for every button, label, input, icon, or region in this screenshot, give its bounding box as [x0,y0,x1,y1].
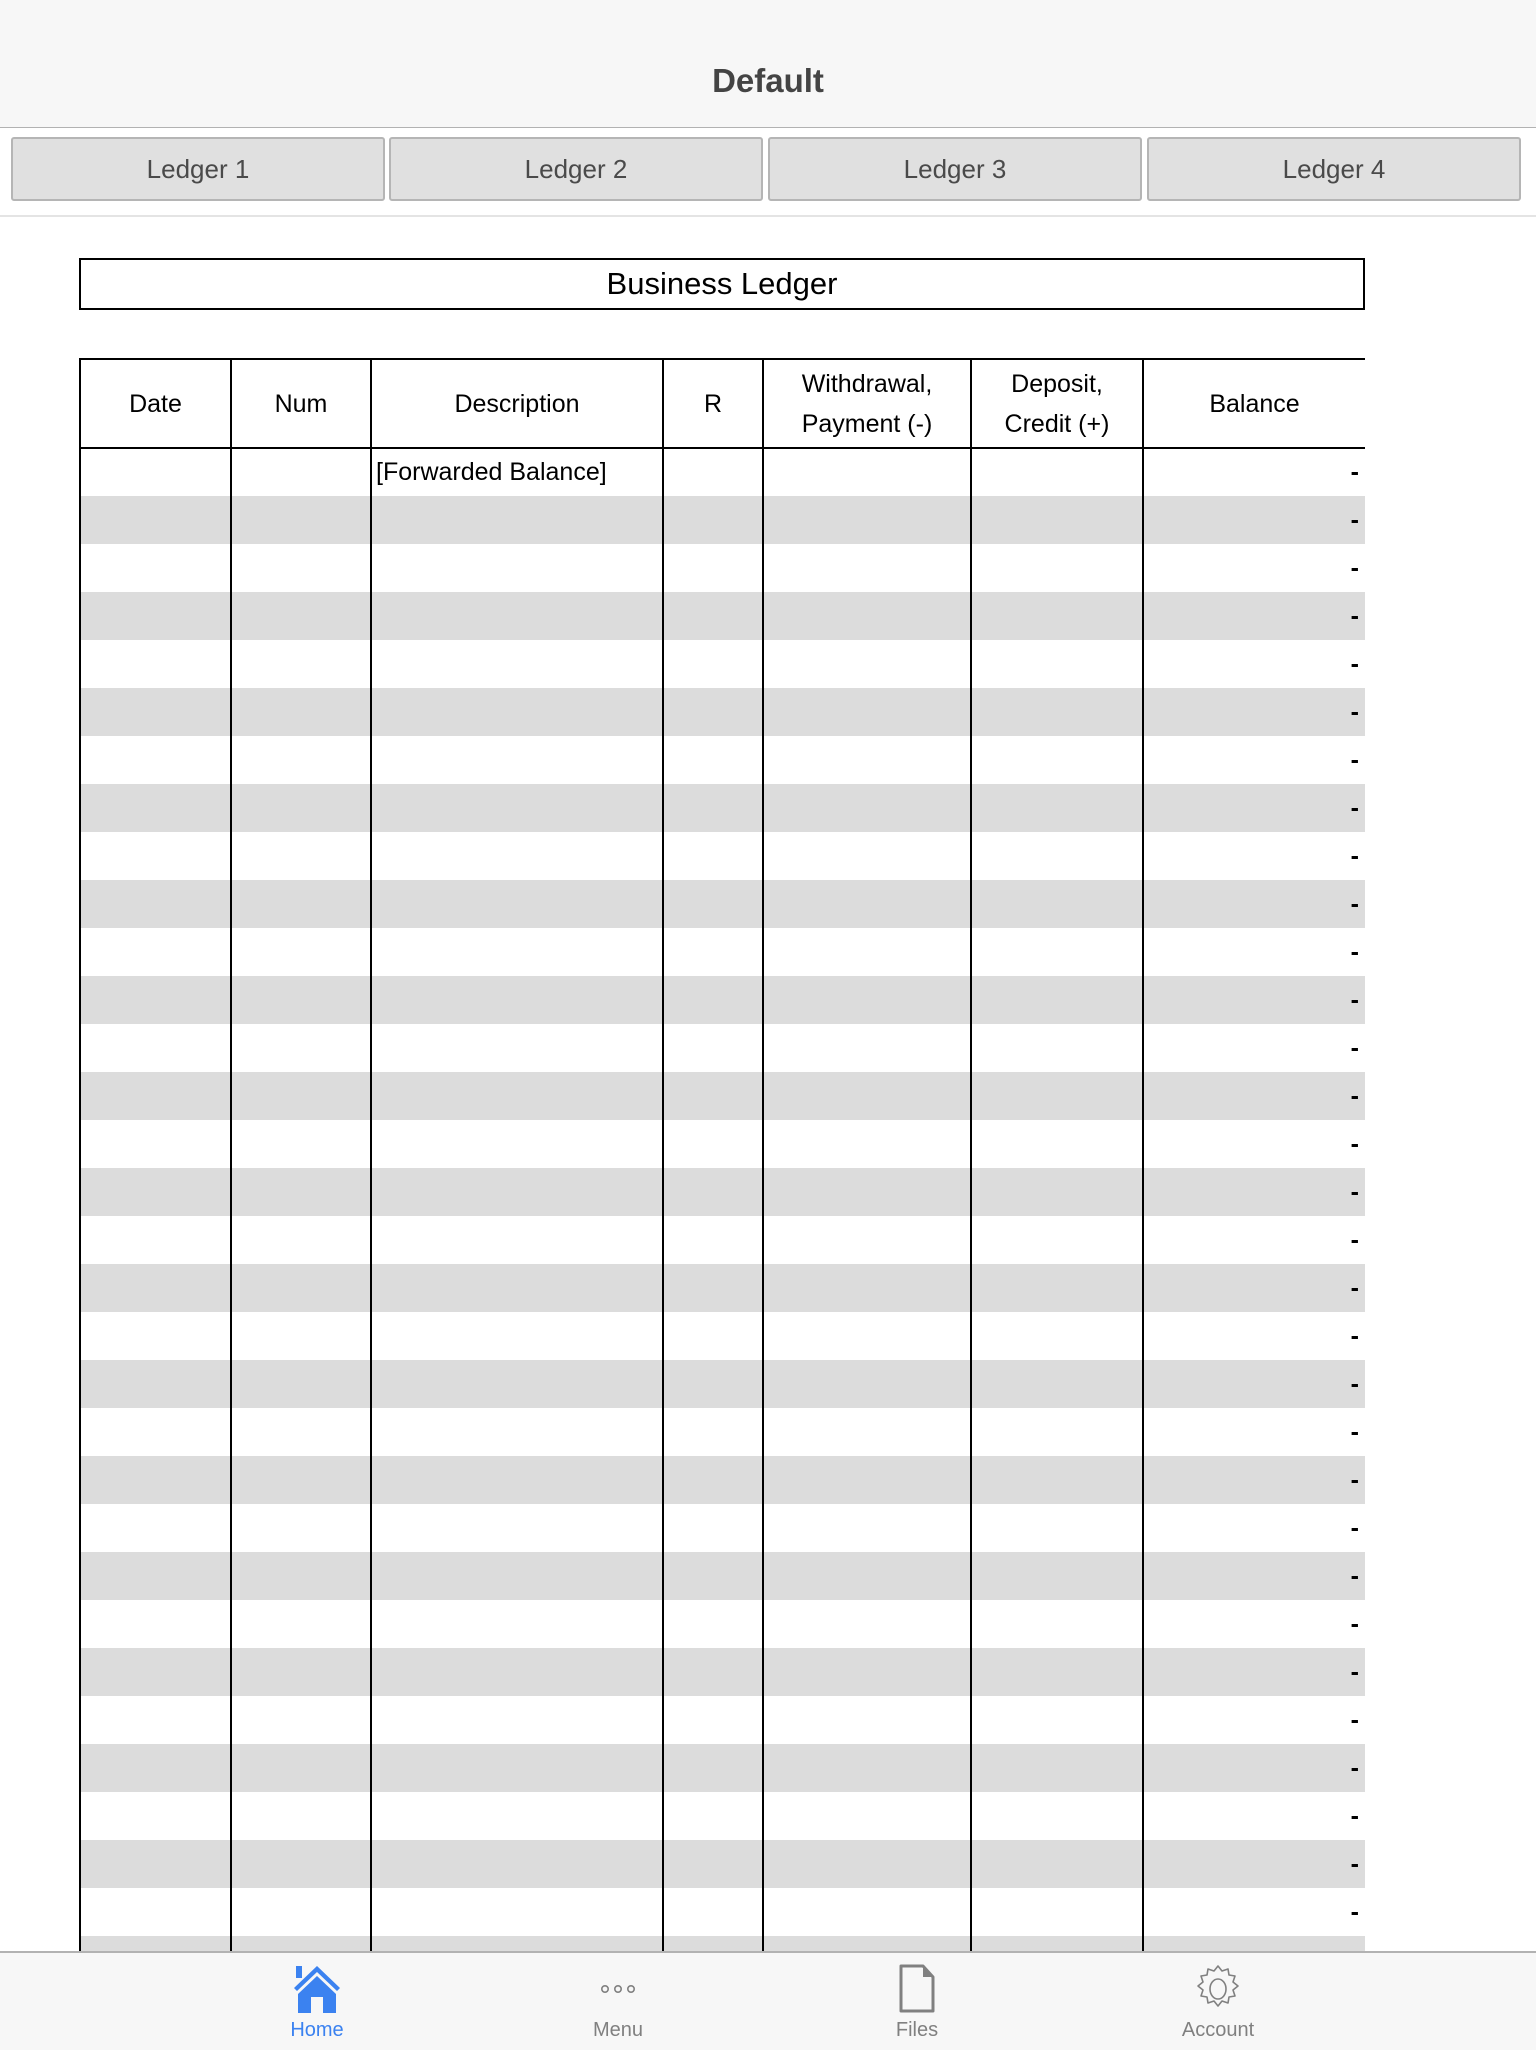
cell-balance[interactable]: - [1143,1504,1365,1552]
cell-balance[interactable]: - [1143,1792,1365,1840]
cell-withdrawal[interactable] [763,1168,971,1216]
cell-num[interactable] [231,1024,371,1072]
cell-withdrawal[interactable] [763,1360,971,1408]
table-row [80,1072,1365,1120]
bottom-tab-bar [0,1951,1536,2050]
cell-withdrawal[interactable] [763,592,971,640]
cell-balance[interactable]: - [1143,1168,1365,1216]
table-row [80,496,1365,544]
cell-balance[interactable]: - [1143,832,1365,880]
cell-description[interactable] [371,1744,663,1792]
cell-description[interactable] [371,1408,663,1456]
tabbar-label-menu: Menu [592,2019,644,2041]
tabbar-label-account: Account [1181,2019,1255,2041]
table-row [80,1792,1365,1840]
table-row [80,448,1365,496]
cell-num[interactable] [231,1312,371,1360]
cell-balance[interactable]: - [1143,1408,1365,1456]
cell-num[interactable] [231,1744,371,1792]
cell-description[interactable] [371,1792,663,1840]
cell-withdrawal[interactable] [763,976,971,1024]
table-row [80,1312,1365,1360]
cell-num[interactable] [231,1408,371,1456]
table-row [80,1600,1365,1648]
cell-reconciled[interactable] [663,1360,763,1408]
table-row [80,832,1365,880]
cell-date[interactable] [80,448,231,496]
cell-reconciled[interactable] [663,1312,763,1360]
cell-balance[interactable]: - [1143,688,1365,736]
cell-description[interactable] [371,544,663,592]
cell-withdrawal[interactable] [763,1600,971,1648]
table-row [80,1456,1365,1504]
table-row [80,688,1365,736]
cell-withdrawal[interactable] [763,1744,971,1792]
home-icon [292,1961,342,2017]
table-row [80,1360,1365,1408]
cell-reconciled[interactable] [663,1840,763,1888]
cell-date[interactable] [80,1696,231,1744]
cell-withdrawal[interactable] [763,1072,971,1120]
cell-balance[interactable]: - [1143,1648,1365,1696]
cell-description[interactable] [371,784,663,832]
cell-deposit[interactable] [971,1600,1143,1648]
cell-reconciled[interactable] [663,880,763,928]
cell-deposit[interactable] [971,784,1143,832]
cell-balance[interactable]: - [1143,1552,1365,1600]
tabbar-item-menu[interactable] [518,1953,718,2050]
cell-num[interactable] [231,1648,371,1696]
table-row [80,1216,1365,1264]
cell-date[interactable] [80,1216,231,1264]
cell-date[interactable] [80,1792,231,1840]
cell-deposit[interactable] [971,1792,1143,1840]
cell-deposit[interactable] [971,448,1143,496]
cell-description[interactable] [371,592,663,640]
cell-description[interactable] [371,1840,663,1888]
cell-description[interactable] [371,1888,663,1936]
table-row [80,640,1365,688]
cell-withdrawal[interactable] [763,1936,971,1951]
cell-num[interactable] [231,1168,371,1216]
cell-description[interactable] [371,640,663,688]
cell-balance[interactable]: - [1143,736,1365,784]
cell-withdrawal[interactable] [763,736,971,784]
cell-reconciled[interactable] [663,1936,763,1951]
table-row [80,544,1365,592]
cell-reconciled[interactable] [663,1552,763,1600]
cell-num[interactable] [231,1216,371,1264]
cell-description[interactable] [371,832,663,880]
cell-num[interactable] [231,1888,371,1936]
cell-num[interactable] [231,1600,371,1648]
cell-deposit[interactable] [971,736,1143,784]
cell-description[interactable] [371,1648,663,1696]
cell-description[interactable] [371,1072,663,1120]
cell-date[interactable] [80,880,231,928]
cell-reconciled[interactable] [663,1504,763,1552]
cell-num[interactable] [231,688,371,736]
cell-date[interactable] [80,1120,231,1168]
cell-deposit[interactable] [971,1168,1143,1216]
cell-deposit[interactable] [971,592,1143,640]
cell-reconciled[interactable] [663,544,763,592]
cell-withdrawal[interactable] [763,1264,971,1312]
cell-date[interactable] [80,496,231,544]
cell-deposit[interactable] [971,640,1143,688]
cell-balance[interactable]: - [1143,976,1365,1024]
cell-num[interactable] [231,1552,371,1600]
cell-reconciled[interactable] [663,1792,763,1840]
table-row [80,1888,1365,1936]
cell-balance[interactable]: - [1143,1264,1365,1312]
cell-description[interactable] [371,1216,663,1264]
cell-description[interactable] [371,880,663,928]
cell-withdrawal[interactable] [763,1792,971,1840]
cell-deposit[interactable] [971,1216,1143,1264]
cell-withdrawal[interactable] [763,832,971,880]
cell-deposit[interactable] [971,1552,1143,1600]
table-row [80,1264,1365,1312]
column-header-num[interactable]: Num [231,359,371,448]
tabbar-item-files[interactable] [817,1953,1017,2050]
cell-num[interactable] [231,1936,371,1951]
cell-balance[interactable] [1143,1936,1365,1951]
cell-description[interactable] [371,736,663,784]
cell-num[interactable] [231,832,371,880]
cell-withdrawal[interactable] [763,1408,971,1456]
cell-deposit[interactable] [971,1504,1143,1552]
column-header-withdrawal[interactable]: Withdrawal, Payment (-) [763,359,971,448]
cell-reconciled[interactable] [663,976,763,1024]
cell-date[interactable] [80,784,231,832]
cell-description[interactable] [371,1024,663,1072]
column-header-deposit[interactable]: Deposit, Credit (+) [971,359,1143,448]
cell-deposit[interactable] [971,1840,1143,1888]
cell-reconciled[interactable] [663,1600,763,1648]
cell-withdrawal[interactable] [763,688,971,736]
cell-balance[interactable]: - [1143,592,1365,640]
cell-reconciled[interactable] [663,832,763,880]
cell-reconciled[interactable] [663,496,763,544]
cell-date[interactable] [80,1024,231,1072]
cell-description[interactable] [371,688,663,736]
table-row [80,1024,1365,1072]
cell-withdrawal[interactable] [763,784,971,832]
page-title: Default [712,62,824,99]
table-row [80,1744,1365,1792]
column-header-date[interactable]: Date [80,359,231,448]
table-row [80,1696,1365,1744]
table-row [80,1936,1365,1951]
cell-withdrawal[interactable] [763,1888,971,1936]
table-row [80,1840,1365,1888]
cell-num[interactable] [231,496,371,544]
cell-date[interactable] [80,1456,231,1504]
cell-reconciled[interactable] [663,1648,763,1696]
cell-withdrawal[interactable] [763,496,971,544]
table-row [80,1504,1365,1552]
cell-reconciled[interactable] [663,592,763,640]
cell-num[interactable] [231,1504,371,1552]
cell-deposit[interactable] [971,928,1143,976]
cell-deposit[interactable] [971,1312,1143,1360]
cell-reconciled[interactable] [663,1216,763,1264]
cell-date[interactable] [80,1312,231,1360]
cell-deposit[interactable] [971,1648,1143,1696]
cell-withdrawal[interactable] [763,1504,971,1552]
cell-withdrawal[interactable] [763,1648,971,1696]
tab-ledger-1[interactable]: Ledger 1 [11,137,385,201]
cell-num[interactable] [231,1072,371,1120]
ledger-tabs [0,128,1536,217]
cell-date[interactable] [80,688,231,736]
cell-date[interactable] [80,1264,231,1312]
cell-balance[interactable]: - [1143,1360,1365,1408]
more-dots-icon [593,1961,643,2017]
cell-reconciled[interactable] [663,448,763,496]
cell-reconciled[interactable] [663,1168,763,1216]
cell-withdrawal[interactable] [763,1312,971,1360]
cell-description[interactable] [371,976,663,1024]
cell-balance[interactable]: - [1143,1744,1365,1792]
table-row [80,784,1365,832]
cell-balance[interactable]: - [1143,1216,1365,1264]
column-header-balance[interactable]: Balance [1143,359,1365,448]
cell-deposit[interactable] [971,496,1143,544]
cell-deposit[interactable] [971,1888,1143,1936]
tabbar-label-files: Files [895,2019,939,2041]
tabbar-item-home[interactable] [217,1953,417,2050]
cell-withdrawal[interactable] [763,1456,971,1504]
column-header-description[interactable]: Description [371,359,663,448]
ledger-table [79,358,1365,1951]
cell-date[interactable] [80,976,231,1024]
cell-description[interactable] [371,1312,663,1360]
cell-deposit[interactable] [971,1120,1143,1168]
cell-deposit[interactable] [971,1936,1143,1951]
cell-description[interactable] [371,1552,663,1600]
cell-withdrawal[interactable] [763,880,971,928]
cell-reconciled[interactable] [663,784,763,832]
cell-deposit[interactable] [971,1408,1143,1456]
cell-balance[interactable]: - [1143,1456,1365,1504]
cell-description[interactable] [371,928,663,976]
table-row [80,1408,1365,1456]
cell-withdrawal[interactable] [763,448,971,496]
cell-reconciled[interactable] [663,928,763,976]
cell-deposit[interactable] [971,1360,1143,1408]
cell-withdrawal[interactable] [763,1216,971,1264]
cell-date[interactable] [80,1840,231,1888]
cell-description[interactable] [371,1456,663,1504]
tab-ledger-2[interactable]: Ledger 2 [389,137,763,201]
table-row [80,1648,1365,1696]
cell-num[interactable] [231,928,371,976]
cell-deposit[interactable] [971,832,1143,880]
cell-balance[interactable]: - [1143,1696,1365,1744]
ledger-title: Business Ledger [79,258,1365,310]
cell-deposit[interactable] [971,880,1143,928]
cell-num[interactable] [231,1120,371,1168]
cell-date[interactable] [80,1936,231,1951]
cell-withdrawal[interactable] [763,928,971,976]
cell-deposit[interactable] [971,1744,1143,1792]
cell-description[interactable] [371,1936,663,1951]
cell-description[interactable] [371,1696,663,1744]
cell-date[interactable] [80,1168,231,1216]
cell-reconciled[interactable] [663,1264,763,1312]
cell-description[interactable] [371,496,663,544]
table-row [80,928,1365,976]
cell-description[interactable] [371,1600,663,1648]
cell-date[interactable] [80,1552,231,1600]
cell-num[interactable] [231,544,371,592]
file-icon [897,1961,937,2017]
gear-icon [1192,1961,1244,2017]
cell-reconciled[interactable] [663,1696,763,1744]
cell-num[interactable] [231,448,371,496]
cell-withdrawal[interactable] [763,1120,971,1168]
table-row [80,736,1365,784]
column-header-reconciled[interactable]: R [663,359,763,448]
cell-reconciled[interactable] [663,1456,763,1504]
cell-deposit[interactable] [971,1024,1143,1072]
cell-reconciled[interactable] [663,1072,763,1120]
cell-reconciled[interactable] [663,1408,763,1456]
cell-date[interactable] [80,928,231,976]
cell-balance[interactable]: - [1143,1888,1365,1936]
cell-balance[interactable]: - [1143,880,1365,928]
cell-reconciled[interactable] [663,1744,763,1792]
cell-num[interactable] [231,784,371,832]
cell-date[interactable] [80,1504,231,1552]
ledger-table-container[interactable] [79,358,1365,1951]
cell-date[interactable] [80,1648,231,1696]
cell-num[interactable] [231,1360,371,1408]
table-row [80,1168,1365,1216]
cell-num[interactable] [231,880,371,928]
cell-deposit[interactable] [971,1696,1143,1744]
cell-num[interactable] [231,1456,371,1504]
tab-ledger-4[interactable]: Ledger 4 [1147,137,1521,201]
cell-balance[interactable]: - [1143,1600,1365,1648]
cell-reconciled[interactable] [663,736,763,784]
cell-deposit[interactable] [971,976,1143,1024]
cell-withdrawal[interactable] [763,640,971,688]
cell-balance[interactable]: - [1143,496,1365,544]
cell-withdrawal[interactable] [763,544,971,592]
cell-date[interactable] [80,592,231,640]
cell-date[interactable] [80,1072,231,1120]
cell-num[interactable] [231,592,371,640]
cell-description[interactable] [371,1504,663,1552]
cell-date[interactable] [80,1408,231,1456]
table-row [80,976,1365,1024]
cell-num[interactable] [231,1264,371,1312]
cell-balance[interactable]: - [1143,1072,1365,1120]
cell-date[interactable] [80,1744,231,1792]
cell-balance[interactable]: - [1143,1840,1365,1888]
cell-deposit[interactable] [971,544,1143,592]
cell-date[interactable] [80,832,231,880]
cell-withdrawal[interactable] [763,1552,971,1600]
cell-description[interactable] [371,1264,663,1312]
cell-reconciled[interactable] [663,1024,763,1072]
navigation-bar [0,0,1536,128]
cell-withdrawal[interactable] [763,1696,971,1744]
cell-deposit[interactable] [971,1072,1143,1120]
cell-description[interactable] [371,1120,663,1168]
cell-reconciled[interactable] [663,1888,763,1936]
cell-date[interactable] [80,736,231,784]
cell-num[interactable] [231,1696,371,1744]
cell-date[interactable] [80,640,231,688]
cell-balance[interactable]: - [1143,448,1365,496]
cell-deposit[interactable] [971,1264,1143,1312]
cell-date[interactable] [80,1600,231,1648]
cell-num[interactable] [231,1840,371,1888]
table-row [80,1552,1365,1600]
cell-reconciled[interactable] [663,1120,763,1168]
cell-description[interactable]: [Forwarded Balance] [371,448,663,496]
cell-num[interactable] [231,736,371,784]
cell-date[interactable] [80,544,231,592]
cell-num[interactable] [231,640,371,688]
cell-balance[interactable]: - [1143,928,1365,976]
tab-ledger-3[interactable]: Ledger 3 [768,137,1142,201]
tabbar-label-home: Home [290,2019,344,2041]
cell-date[interactable] [80,1888,231,1936]
cell-balance[interactable]: - [1143,1312,1365,1360]
table-row [80,880,1365,928]
cell-num[interactable] [231,1792,371,1840]
cell-description[interactable] [371,1168,663,1216]
cell-reconciled[interactable] [663,688,763,736]
cell-date[interactable] [80,1360,231,1408]
cell-withdrawal[interactable] [763,1024,971,1072]
tabbar-item-account[interactable] [1118,1953,1318,2050]
cell-withdrawal[interactable] [763,1840,971,1888]
cell-deposit[interactable] [971,1456,1143,1504]
cell-num[interactable] [231,976,371,1024]
header-row [80,359,1365,448]
cell-deposit[interactable] [971,688,1143,736]
table-row [80,592,1365,640]
cell-balance[interactable]: - [1143,544,1365,592]
cell-balance[interactable]: - [1143,784,1365,832]
cell-balance[interactable]: - [1143,1024,1365,1072]
cell-reconciled[interactable] [663,640,763,688]
cell-balance[interactable]: - [1143,1120,1365,1168]
cell-description[interactable] [371,1360,663,1408]
table-row [80,1120,1365,1168]
cell-balance[interactable]: - [1143,640,1365,688]
